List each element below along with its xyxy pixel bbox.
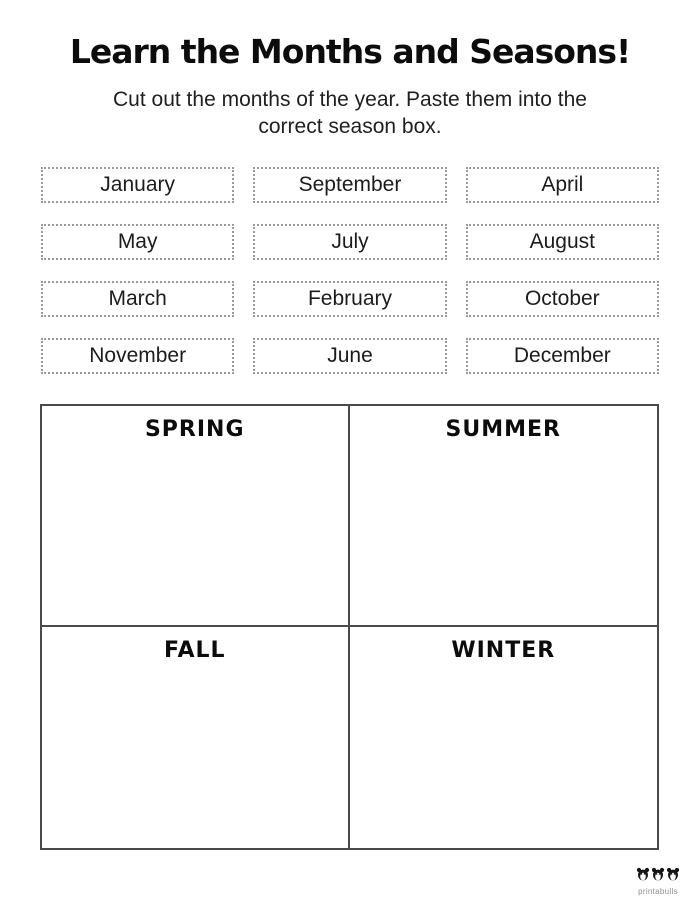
season-box-summer (350, 406, 658, 627)
page-title: Learn the Months and Seasons! (69, 32, 631, 71)
instructions-line-1: Cut out the months of the year. Paste them into the (113, 88, 587, 111)
month-card-august: August (466, 224, 659, 260)
instructions-line-2: correct season box. (258, 115, 442, 138)
season-label-spring: SPRING (144, 417, 245, 442)
season-box-fall (42, 627, 350, 848)
month-card-february: February (253, 281, 446, 317)
season-label-winter: WINTER (451, 638, 556, 663)
season-box-spring (42, 406, 350, 627)
month-card-october: October (466, 281, 659, 317)
season-label-summer: SUMMER (445, 417, 561, 442)
month-card-december: December (466, 338, 659, 374)
month-card-march: March (41, 281, 234, 317)
month-card-july: July (253, 224, 446, 260)
brand-name: printabulls (638, 887, 678, 896)
month-card-november: November (41, 338, 234, 374)
season-grid (40, 404, 659, 850)
month-card-january: January (41, 167, 234, 203)
month-card-june: June (253, 338, 446, 374)
month-card-april: April (466, 167, 659, 203)
three-bulls-icon (636, 868, 680, 885)
season-box-winter (350, 627, 658, 848)
instructions (0, 86, 700, 140)
month-card-may: May (41, 224, 234, 260)
month-card-september: September (253, 167, 446, 203)
season-label-fall: FALL (163, 638, 226, 663)
months-grid (41, 167, 659, 374)
brand-logo (630, 867, 686, 896)
